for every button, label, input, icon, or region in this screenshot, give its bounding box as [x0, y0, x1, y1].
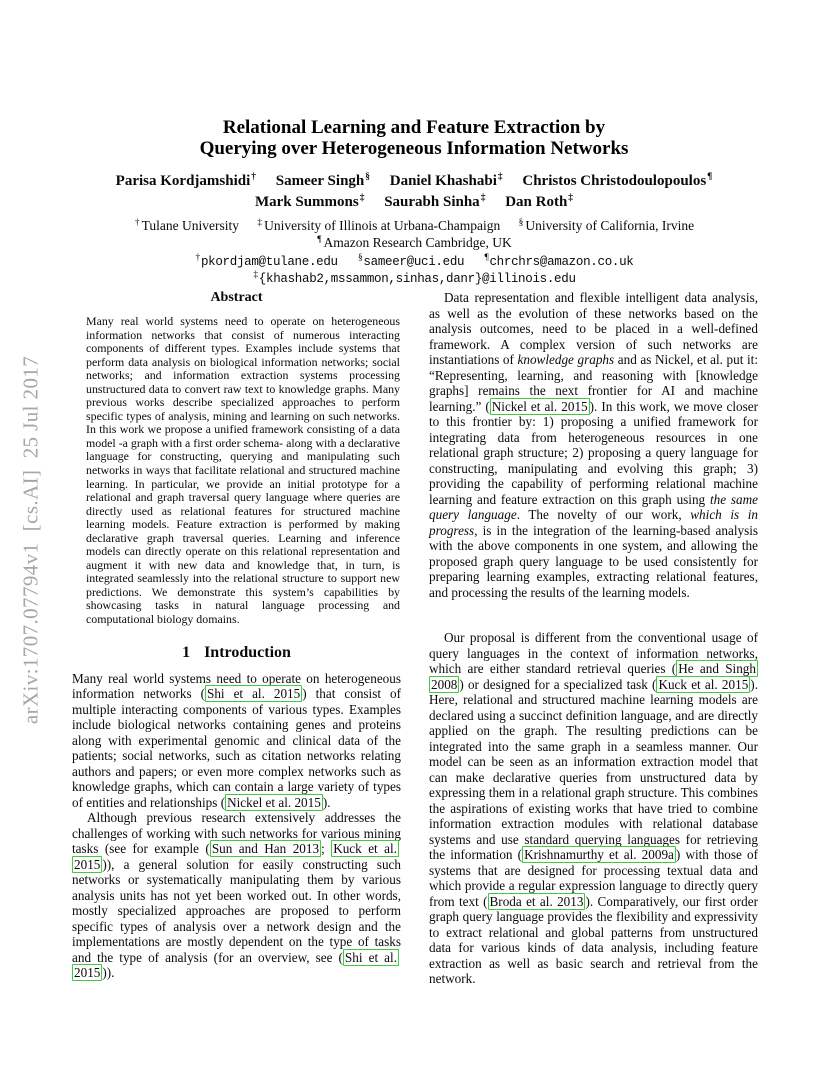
text-run: ) or designed for a specialized task ( — [459, 676, 657, 692]
text-run: )), a general solution for easily constructing such networks or systematically manipulating them by various analysis units has not yet been worked out. In other words, mostly specialized approaches are proposed to perform specific types of analysis over a network design and the implementations are mostly dependent on the type of tasks and the type of analysis (for an overview, see ( — [72, 856, 401, 965]
affiliation — [134, 218, 239, 233]
citation-link[interactable]: Sun and Han 2013 — [211, 841, 320, 857]
emails-row-1 — [0, 254, 828, 271]
text-run: which is in progress — [429, 507, 758, 538]
citation-link[interactable]: Kuck et al. 2015 — [658, 676, 749, 692]
author-text: Sameer Singh — [275, 173, 365, 189]
citation-link[interactable]: He and Singh 2008 — [431, 661, 756, 692]
author-text: Mark Summons — [254, 194, 359, 210]
email-affil-mark: § — [357, 252, 363, 263]
text-run: ; — [321, 841, 332, 857]
paper-title-line1: Relational Learning and Feature Extraction by — [222, 117, 606, 138]
text-run: ). — [322, 794, 331, 810]
citation-link[interactable]: Shi et al. 2015 — [206, 686, 301, 702]
author-text: Saurabh Sinha — [384, 194, 480, 210]
text-run: )). — [102, 965, 115, 981]
paper-header — [0, 118, 828, 288]
affil-text: University of Illinois at Urbana-Champaign — [264, 218, 501, 233]
author-name — [505, 194, 573, 210]
right-column — [429, 290, 758, 987]
intro-paragraph-1 — [72, 671, 401, 811]
email-address — [194, 252, 338, 269]
text-run: Many real world systems need to operate on heterogeneous information networks ( — [72, 670, 401, 702]
affil-text: Tulane University — [141, 218, 239, 233]
affiliations-row-1 — [0, 217, 828, 234]
text-run: ) with those of systems that are designed for processing textual data and which provide a regular expression language to directly query from text ( — [429, 847, 758, 909]
author-name — [116, 173, 256, 189]
text-run: ). Here, relational and structured machine learning models are declared using a succinct definition language, and are directly applied on the graph. The resulting predictions can be integrated into the same graph in a seamless manner. Our model can be seen as an information extraction model that can make declarative queries from unstructured data by expressing them in a relational graph structure. This combines the aspirations of existing works that have tried to combine information extraction modules with relational database systems and use standard querying languages for retrieving the information ( — [429, 676, 758, 862]
email-affil-mark: † — [195, 252, 200, 263]
text-run: Our proposal is different from the conventional usage of query languages in the context of information networks, which are either standard retrieval queries ( — [429, 630, 758, 676]
right-paragraph-1 — [429, 290, 758, 600]
affiliation — [256, 218, 500, 233]
author-text: Parisa Kordjamshidi — [115, 173, 251, 189]
section-number: 1 — [182, 643, 191, 661]
text-run: and as Nickel, et al. put it: “Representing, learning, and reasoning with [knowledge graphs] remains the next frontier for AI and machine learning.” ( — [429, 352, 758, 414]
author-affil-mark: § — [365, 172, 370, 182]
email-affil-mark: ‡ — [253, 269, 258, 280]
email-text: chrchrs@amazon.co.uk — [489, 255, 634, 269]
email-address — [252, 269, 576, 286]
affil-text: University of California, Irvine — [525, 218, 695, 233]
citation-link[interactable]: Kuck et al. 2015 — [74, 841, 397, 872]
author-affil-mark: ‡ — [480, 193, 486, 203]
author-name — [390, 173, 503, 189]
email-affil-mark: ¶ — [484, 252, 489, 263]
two-column-body — [72, 290, 758, 987]
author-name — [384, 194, 485, 210]
affil-mark: § — [518, 217, 524, 228]
abstract-heading: Abstract — [210, 290, 263, 305]
citation-link[interactable]: Shi et al. 2015 — [74, 949, 397, 981]
text-run: knowledge graphs — [517, 352, 615, 367]
left-column — [72, 290, 401, 981]
affiliation — [316, 235, 512, 250]
arxiv-watermark: arXiv:1707.07794v1 [cs.AI] 25 Jul 2017 — [18, 355, 43, 725]
section-title: Introduction — [204, 643, 291, 661]
citation-link[interactable]: Broda et al. 2013 — [489, 893, 584, 909]
author-text: Christos Christodoulopoulos — [522, 173, 707, 189]
text-run: , is in the integration of the learning-based analysis with the above components in one system, and allowing the proposed graph query language to be used consistently for preparing learning examples, extracting relational features, and processing the results of the learning models. — [429, 522, 758, 600]
text-run: . The novelty of our work, — [516, 507, 691, 522]
text-run: ). Comparatively, our first order graph query language provides the flexibility and expressivity to extract relational and global patterns from unstructured data for various kinds of data analysis, including feature extraction as well as basic search and retrieval from the network. — [429, 893, 758, 986]
author-text: Daniel Khashabi — [389, 173, 497, 189]
text-run: the same query language — [429, 491, 759, 522]
author-affil-mark: ¶ — [707, 172, 713, 182]
affil-mark: ‡ — [257, 217, 263, 228]
text-run: ) that consist of multiple interacting components of various types. Examples include biological networks containing genes and proteins along with experimental genomic and clinical data of the patients; social networks, such as citation networks relating authors and papers; or even more complex networks such as knowledge graphs, which can contain a large variety of types of entities and relationships ( — [72, 686, 401, 810]
author-affil-mark: ‡ — [497, 172, 503, 182]
affil-mark: ¶ — [317, 234, 322, 245]
text-run: Although previous research extensively addresses the challenges of working with such networks for various mining tasks (see for example ( — [72, 810, 401, 857]
abstract-text: Many real world systems need to operate on heterogeneous information networks that consist of numerous interacting components of different types. Examples include systems that perform data analysis on biological information networks; social networks; and information extraction systems processing unstructured data to convert raw text to knowledge graphs. Many previous works describe specialized approaches to perform specific types of analysis, mining and learning on such networks. In this work we propose a unified framework consisting of a data model -a graph with a first order schema- along with a declarative language for constructing, querying and manipulating such networks in ways that facilitate relational and structured machine learning. In particular, we provide an initial prototype for a relational and graph traversal query language where queries are directly used as relational features for structured machine learning models. Feature extraction is performed by making declarative graph traversal queries. Learning and inference models can directly operate on this relational representation and augment it with new data and knowledge that, in turn, is integrated seamlessly into the relational structure to support new predictions. We demonstrate this system’s capabilities by showcasing tasks in natural language processing and computational biology domains. — [86, 314, 400, 627]
email-address — [357, 252, 465, 269]
author-name — [255, 194, 365, 210]
affiliations-row-2 — [0, 234, 828, 251]
section-heading-introduction — [72, 644, 401, 662]
affiliation — [518, 218, 694, 233]
author-affil-mark: ‡ — [359, 193, 365, 203]
right-paragraph-2 — [429, 630, 758, 987]
paper-title — [0, 118, 828, 159]
emails-row-2 — [0, 271, 828, 288]
authors-row-2 — [0, 192, 828, 213]
citation-link[interactable]: Nickel et al. 2015 — [491, 398, 588, 414]
email-text: sameer@uci.edu — [363, 255, 465, 269]
citation-link[interactable]: Krishnamurthy et al. 2009a — [524, 847, 674, 862]
intro-paragraph-2 — [72, 810, 401, 981]
author-text: Dan Roth — [505, 194, 568, 210]
author-name — [276, 173, 370, 189]
text-run: ). In this work, we move closer to this frontier by: 1) proposing a unified framework for integrating data from heterogeneous resources in one relational graph structure; 2) proposing a query language for constructing, manipulating and evolving this graph; 3) providing the capability of performing relational machine learning and feature extraction on this graph using — [429, 398, 759, 507]
text-run: Data representation and flexible intelligent data analysis, as well as the evolution of these networks based on the analysis outcomes, need to be placed in a well-defined framework. A complex version of such networks are instantiations of — [429, 290, 758, 367]
paper-title-line2: Querying over Heterogeneous Information Networks — [199, 137, 629, 159]
email-text: {khashab2,mssammon,sinhas,danr}@illinois.edu — [258, 272, 576, 286]
email-address — [483, 252, 634, 269]
author-affil-mark: ‡ — [568, 193, 574, 203]
author-affil-mark: † — [251, 172, 257, 182]
affil-mark: † — [134, 217, 140, 228]
author-name — [522, 173, 712, 189]
authors-row-1 — [0, 171, 828, 192]
affil-text: Amazon Research Cambridge, UK — [323, 235, 512, 250]
email-text: pkordjam@tulane.edu — [200, 255, 338, 269]
citation-link[interactable]: Nickel et al. 2015 — [227, 794, 321, 810]
